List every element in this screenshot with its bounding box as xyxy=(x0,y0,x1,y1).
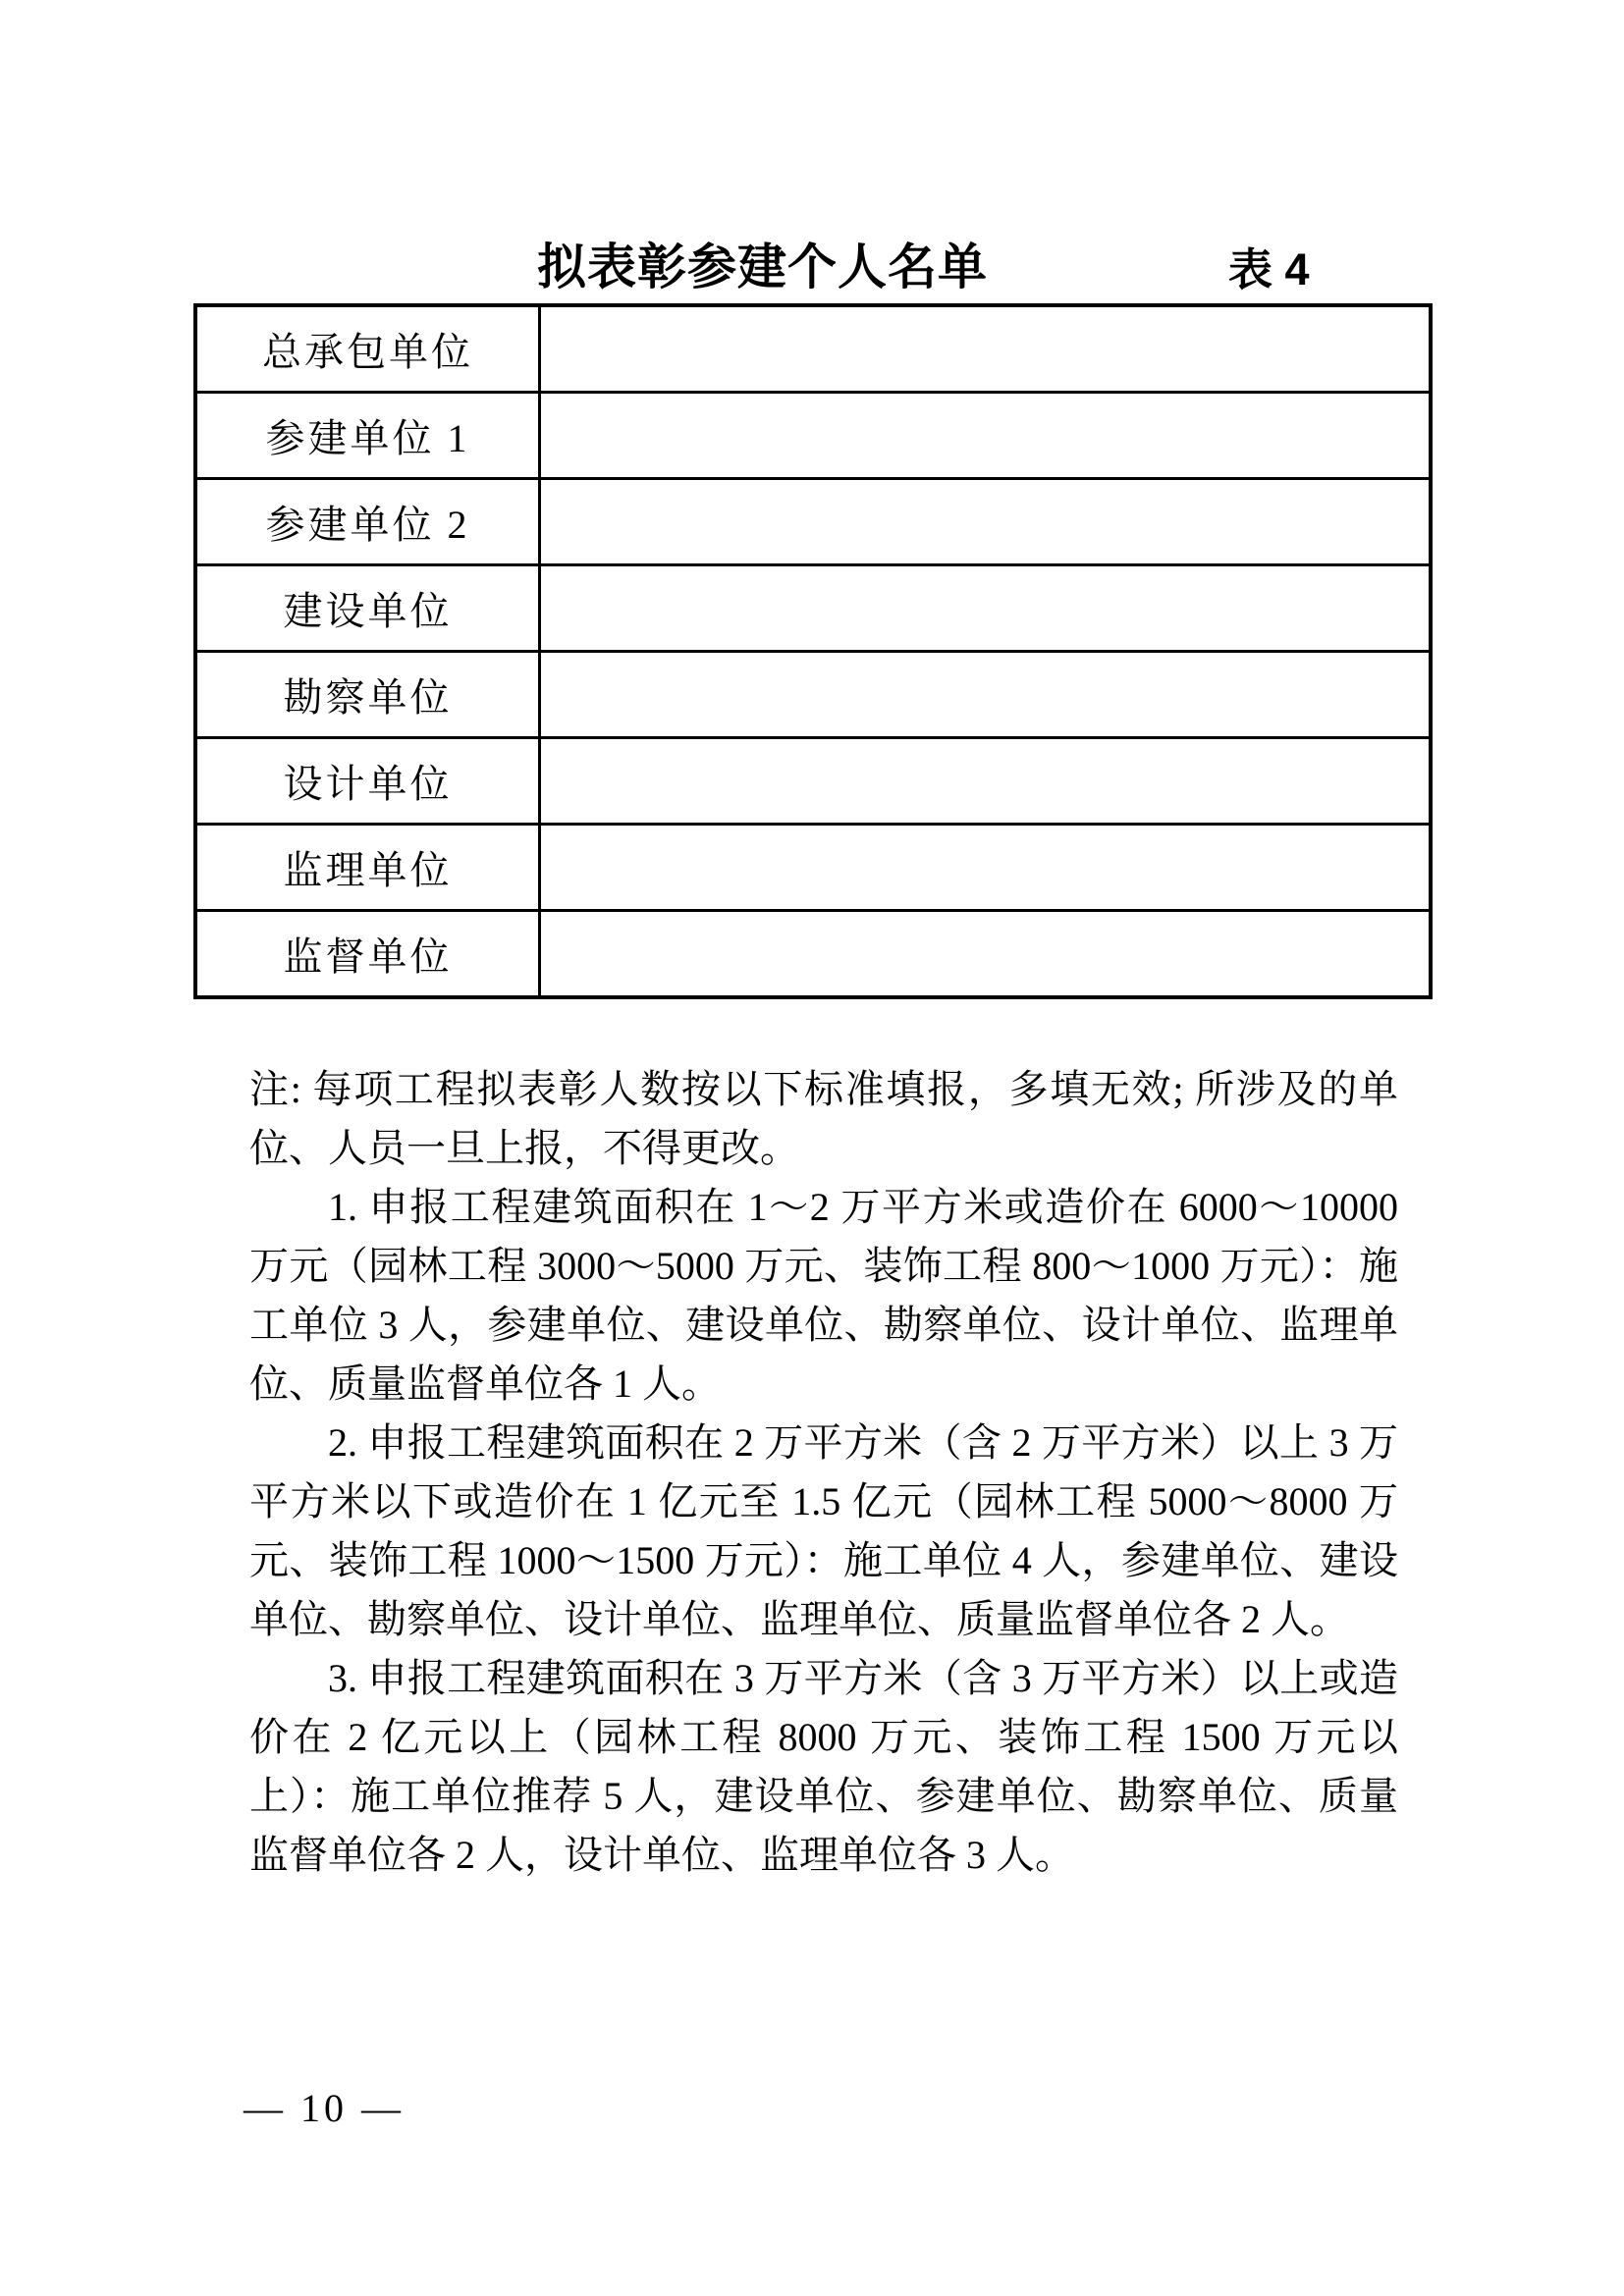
note-item-1: 1. 申报工程建筑面积在 1～2 万平方米或造价在 6000～10000 万元（园林工程 3000～5000 万元、装饰工程 800～1000 万元）：施工单位 3 人，参建单位、建设单位、勘察单位、设计单位、监理单位、质量监督单位各 1 人。 xyxy=(249,1185,1398,1406)
page-title: 拟表彰参建个人名单 xyxy=(537,240,988,294)
row-value-supervision-unit xyxy=(540,825,1432,911)
notes-section xyxy=(249,1060,1398,1885)
row-value-construction-owner xyxy=(540,565,1432,652)
row-value-design-unit xyxy=(540,738,1432,825)
row-value-participating-unit-2 xyxy=(540,479,1432,565)
table-row xyxy=(195,911,1431,998)
row-label-supervision-unit: 监理单位 xyxy=(195,825,540,911)
row-value-participating-unit-1 xyxy=(540,393,1432,479)
note-item-3: 3. 申报工程建筑面积在 3 万平方米（含 3 万平方米）以上或造价在 2 亿元以上（园林工程 8000 万元、装饰工程 1500 万元以上）：施工单位推荐 5 人，建设单位、参建单位、勘察单位、质量监督单位各 2 人，设计单位、监理单位各 3 人。 xyxy=(249,1656,1398,1877)
note-item-2: 2. 申报工程建筑面积在 2 万平方米（含 2 万平方米）以上 3 万平方米以下或造价在 1 亿元至 1.5 亿元（园林工程 5000～8000 万元、装饰工程 1000～1500 万元）：施工单位 4 人，参建单位、建设单位、勘察单位、设计单位、监理单位、质量监督单位各 2 人。 xyxy=(249,1420,1398,1641)
row-value-survey-unit xyxy=(540,652,1432,738)
row-value-general-contractor xyxy=(540,305,1432,393)
row-label-survey-unit: 勘察单位 xyxy=(195,652,540,738)
row-label-participating-unit-2: 参建单位 2 xyxy=(195,479,540,565)
note-intro: 注: 每项工程拟表彰人数按以下标准填报，多填无效; 所涉及的单位、人员一旦上报，不得更改。 xyxy=(249,1067,1398,1170)
table-row xyxy=(195,479,1431,565)
row-label-participating-unit-1: 参建单位 1 xyxy=(195,393,540,479)
table-row xyxy=(195,825,1431,911)
table-row xyxy=(195,393,1431,479)
row-label-general-contractor: 总承包单位 xyxy=(195,305,540,393)
row-value-oversight-unit xyxy=(540,911,1432,998)
table-row xyxy=(195,305,1431,393)
row-label-oversight-unit: 监督单位 xyxy=(195,911,540,998)
award-units-table xyxy=(193,303,1433,999)
row-label-design-unit: 设计单位 xyxy=(195,738,540,825)
row-label-construction-owner: 建设单位 xyxy=(195,565,540,652)
page-number: — 10 — xyxy=(244,2086,405,2130)
table-row xyxy=(195,652,1431,738)
table-row xyxy=(195,738,1431,825)
table-row xyxy=(195,565,1431,652)
table-number-label: 表 4 xyxy=(1228,244,1310,294)
